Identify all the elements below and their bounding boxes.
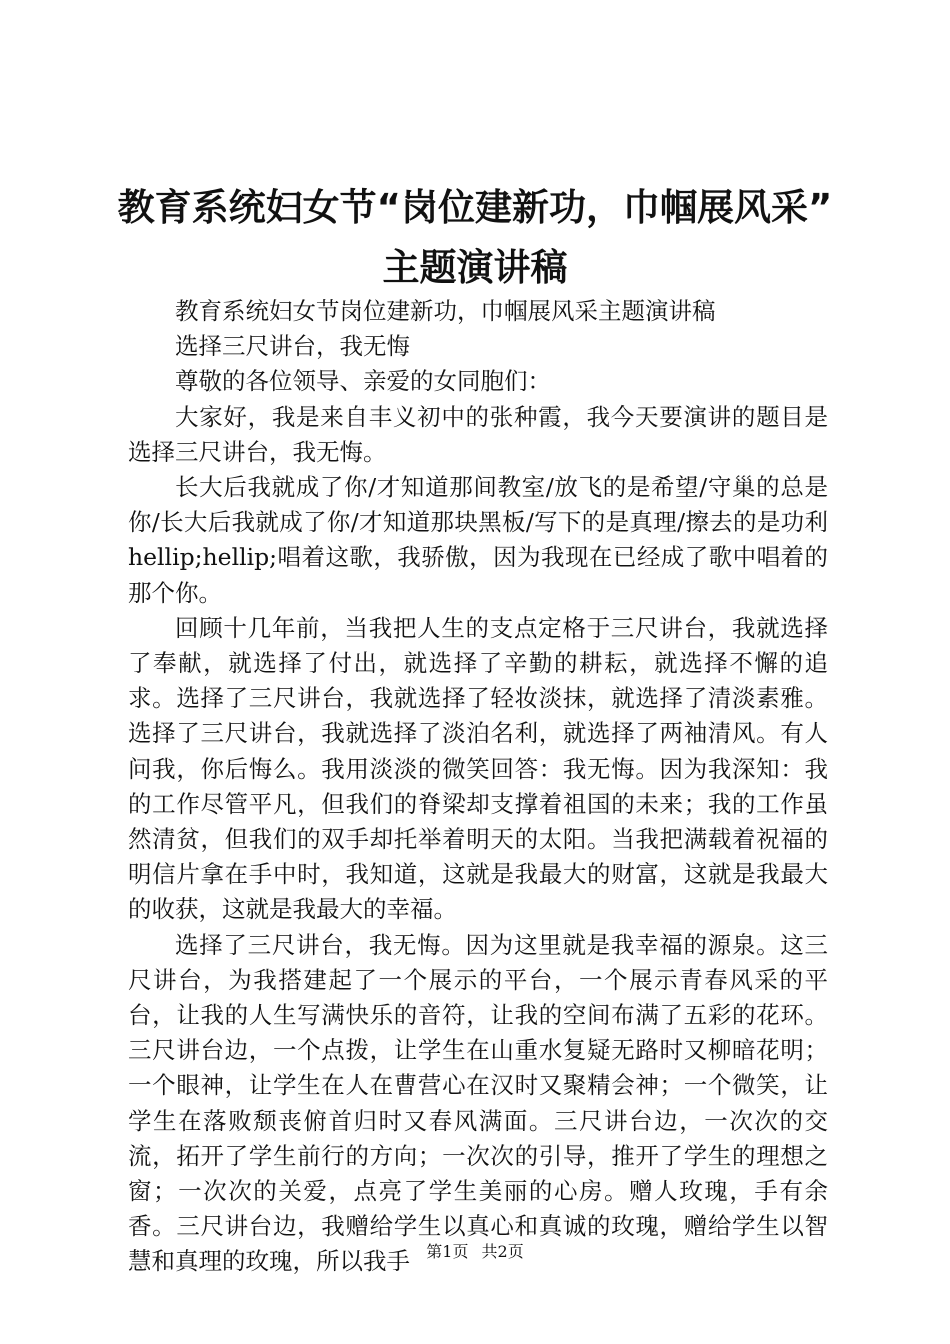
paragraph-song: 长大后我就成了你/才知道那间教室/放飞的是希望/守巢的总是你/长大后我就成了你/才知道那块黑板/写下的是真理/擦去的是功利hellip;hellip;唱着这歌，我骄傲，因为我现在已经成了歌中唱着的那个你。 — [128, 473, 828, 607]
paragraph-happiness: 选择了三尺讲台，我无悔。因为这里就是我幸福的源泉。这三尺讲台，为我搭建起了一个展示的平台，一个展示青春风采的平台，让我的人生写满快乐的音符，让我的空间布满了五彩的花环。三尺讲台边，一个点拨，让学生在山重水复疑无路时又柳暗花明；一个眼神，让学生在人在曹营心在汉时又聚精会神；一个微笑，让学生在落败颓丧俯首归时又春风满面。三尺讲台边，一次次的交流，拓开了学生前行的方向；一次次的引导，推开了学生的理想之窗；一次次的关爱，点亮了学生美丽的心房。赠人玫瑰，手有余香。三尺讲台边，我赠给学生以真心和真诚的玫瑰，赠给学生以智慧和真理的玫瑰，所以我手 — [128, 930, 828, 1276]
page-number-total: 共2页 — [481, 1242, 524, 1261]
document-title-line-2: 主题演讲稿 — [382, 246, 568, 289]
paragraph-subtitle: 选择三尺讲台，我无悔 — [175, 332, 410, 361]
document-title-line-1: 教育系统妇女节“岗位建新功，巾帼展风采” — [117, 186, 833, 229]
page-number-current: 第1页 — [426, 1242, 469, 1261]
paragraph-review: 回顾十几年前，当我把人生的支点定格于三尺讲台，我就选择了奉献，就选择了付出，就选择了辛勤的耕耘，就选择不懈的追求。选择了三尺讲台，我就选择了轻妆淡抹，就选择了清淡素雅。选择了三尺讲台，我就选择了淡泊名利，就选择了两袖清风。有人问我，你后悔么。我用淡淡的微笑回答：我无悔。因为我深知：我的工作尽管平凡，但我们的脊梁却支撑着祖国的未来；我的工作虽然清贫，但我们的双手却托举着明天的太阳。当我把满载着祝福的明信片拿在手中时，我知道，这就是我最大的财富，这就是我最大的收获，这就是我最大的幸福。 — [128, 613, 828, 924]
paragraph-intro: 大家好，我是来自丰义初中的张种霞，我今天要演讲的题目是选择三尺讲台，我无悔。 — [128, 402, 828, 466]
paragraph-salutation: 尊敬的各位领导、亲爱的女同胞们： — [175, 367, 551, 396]
document-body — [128, 294, 828, 1280]
paragraph-doc-title: 教育系统妇女节岗位建新功，巾帼展风采主题演讲稿 — [175, 297, 716, 325]
page-footer — [0, 1240, 950, 1264]
